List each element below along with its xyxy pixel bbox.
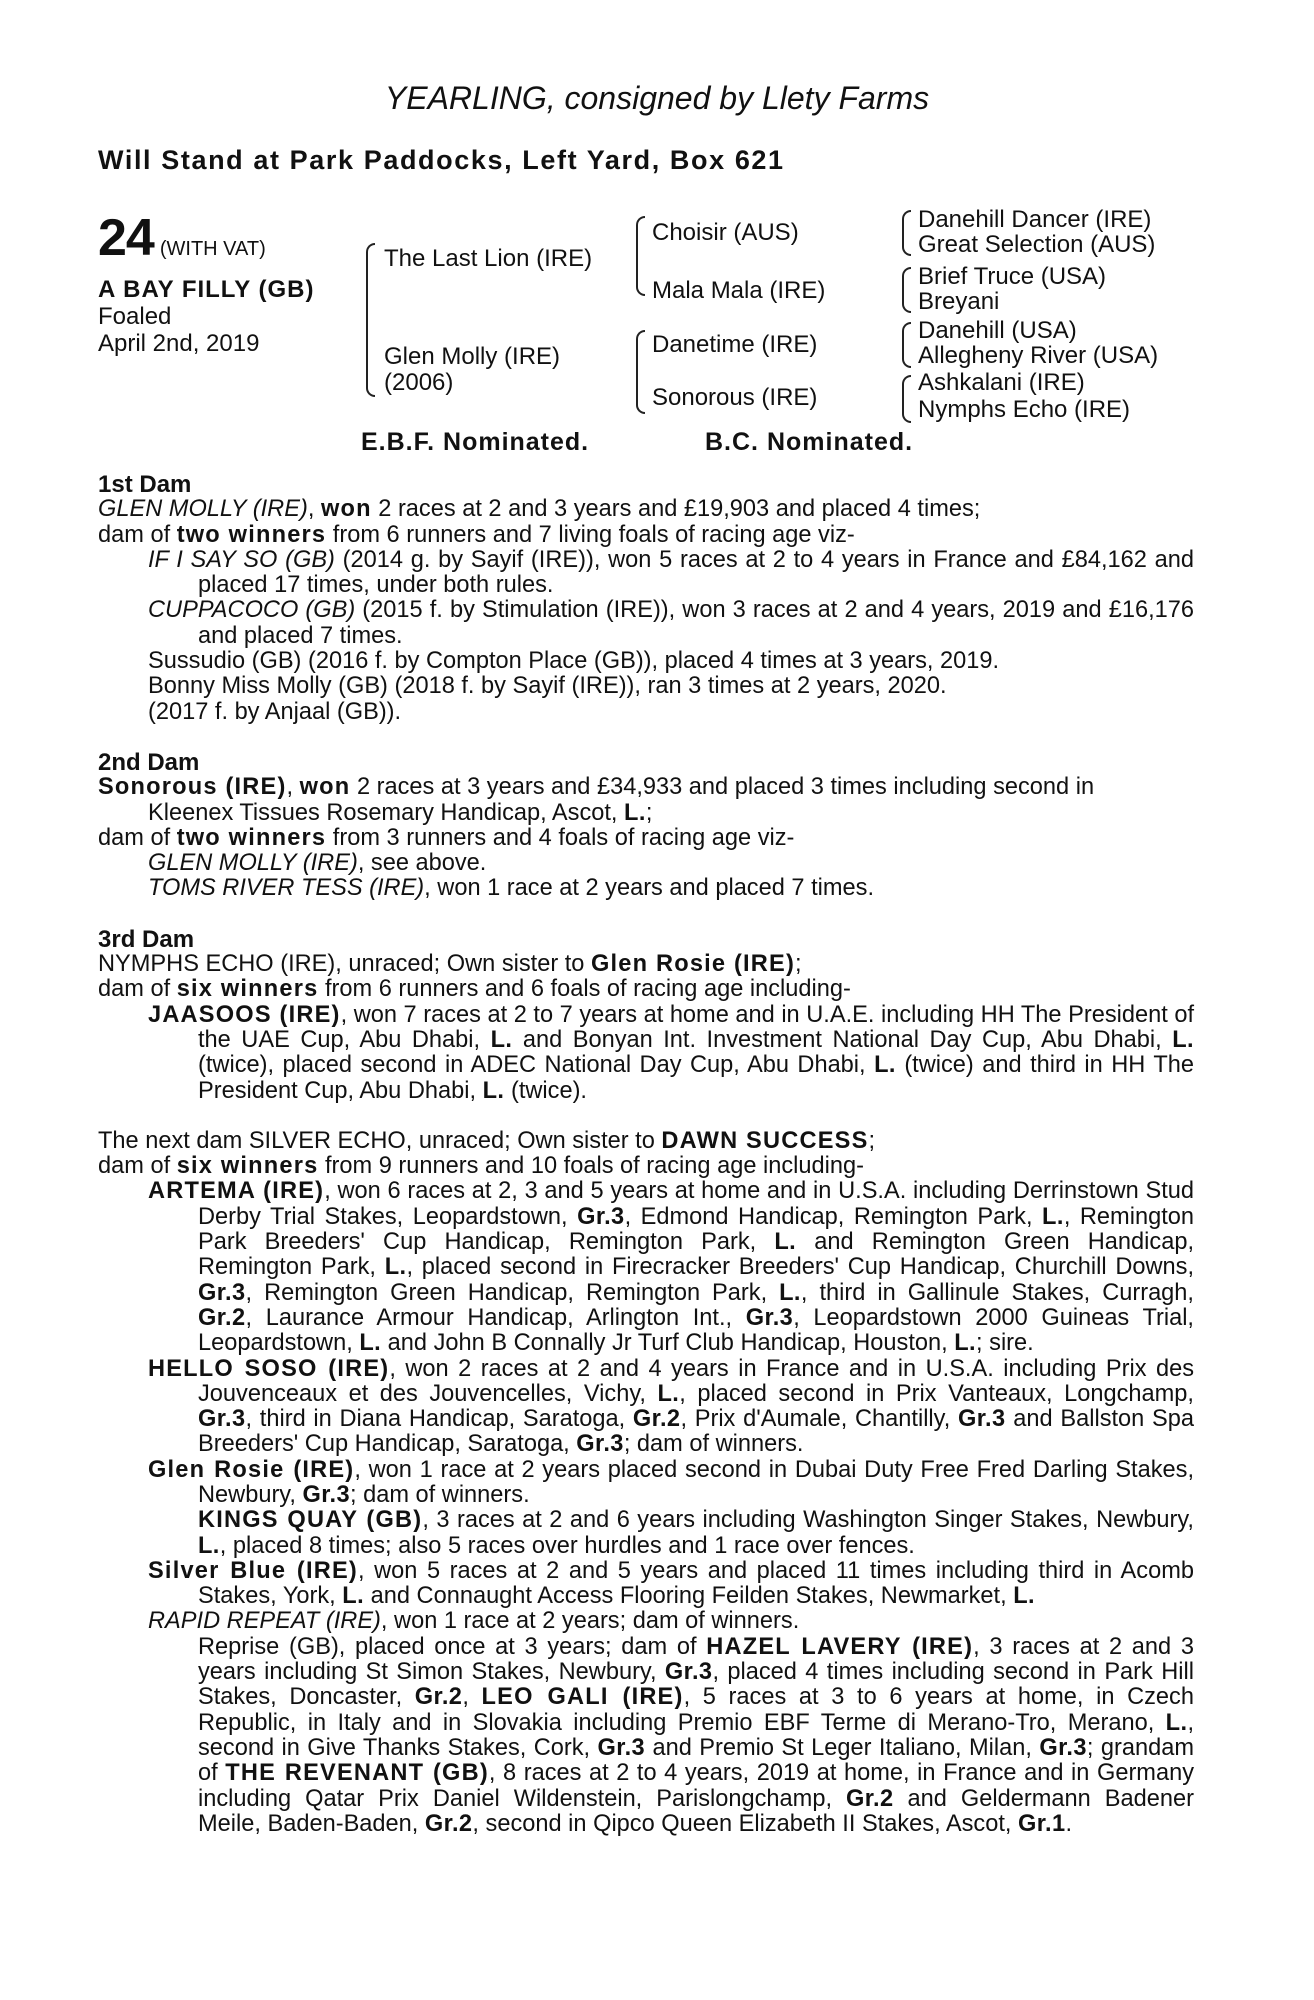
pedigree-g3: Brief Truce (USA) xyxy=(918,263,1107,290)
second-dam-heading: 2nd Dam xyxy=(98,748,200,776)
produce-entry: CUPPACOCO (GB) (2015 f. by Stimulation (IRE)), won 3 races at 2 and 4 years, 2019 and £16,176 and placed 7 times. xyxy=(148,597,1194,649)
dam-records xyxy=(98,472,1194,1837)
first-dam-line: GLEN MOLLY (IRE), won 2 races at 2 and 3 years and £19,903 and placed 4 times; xyxy=(98,496,981,523)
pedigree-dam-year: (2006) xyxy=(384,369,454,396)
pedigree-dam-sire: Danetime (IRE) xyxy=(652,331,818,358)
pedigree-dam: Glen Molly (IRE) xyxy=(384,343,561,370)
produce-entry: Sussudio (GB) (2016 f. by Compton Place (GB)), placed 4 times at 3 years, 2019. xyxy=(148,648,1000,675)
pedigree-sire: The Last Lion (IRE) xyxy=(384,245,593,272)
lot-number-block xyxy=(98,208,266,268)
produce-entry: Glen Rosie (IRE), won 1 race at 2 years placed second in Dubai Duty Free Fred Darling Stakes, Newbury, Gr.3; dam of winners. xyxy=(148,1456,1195,1508)
produce-entry: ARTEMA (IRE), won 6 races at 2, 3 and 5 years at home and in U.S.A. including Derrinstown Stud Derby Trial Stakes, Leopardstown, Gr.3, Edmond Handicap, Remington Park, L., Remington Park Breeders' Cup Handicap, Remington Park, L. and Remington Green Handicap, Remington Park, L., placed second in Firecracker Breeders' Cup Handicap, Churchill Downs, Gr.3, Remington Green Handicap, Remington Park, L., third in Gallinule Stakes, Curragh, Gr.2, Laurance Armour Handicap, Arlington Int., Gr.3, Leopardstown 2000 Guineas Trial, Leopardstown, L. and John B Connally Jr Turf Club Handicap, Houston, L.; sire. xyxy=(148,1178,1195,1357)
pedigree-brace xyxy=(636,330,645,414)
third-dam-produce-summary: dam of six winners from 6 runners and 6 foals of racing age including- xyxy=(98,976,851,1003)
foaled-label: Foaled xyxy=(98,303,172,330)
produce-entry: TOMS RIVER TESS (IRE), won 1 race at 2 years and placed 7 times. xyxy=(148,875,875,902)
produce-entry: GLEN MOLLY (IRE), see above. xyxy=(148,850,487,877)
pedigree-g2: Great Selection (AUS) xyxy=(918,231,1156,258)
second-dam-produce-summary: dam of two winners from 3 runners and 4 foals of racing age viz- xyxy=(98,824,795,851)
pedigree-sire-sire: Choisir (AUS) xyxy=(652,219,799,246)
pedigree-g6: Allegheny River (USA) xyxy=(918,342,1159,369)
produce-entry: Bonny Miss Molly (GB) (2018 f. by Sayif (IRE)), ran 3 times at 2 years, 2020. xyxy=(148,673,947,700)
produce-entry: (2017 f. by Anjaal (GB)). xyxy=(148,698,402,725)
fourth-dam-line: The next dam SILVER ECHO, unraced; Own sister to DAWN SUCCESS; xyxy=(98,1127,876,1154)
bc-nominated: B.C. Nominated. xyxy=(705,428,914,456)
foaled-date: April 2nd, 2019 xyxy=(98,330,260,357)
produce-entry: RAPID REPEAT (IRE), won 1 race at 2 years; dam of winners. xyxy=(148,1608,800,1635)
pedigree-g7: Ashkalani (IRE) xyxy=(918,369,1085,396)
pedigree-g5: Danehill (USA) xyxy=(918,317,1077,344)
produce-entry: JAASOOS (IRE), won 7 races at 2 to 7 years at home and in U.A.E. including HH The President of the UAE Cup, Abu Dhabi, L. and Bonyan Int. Investment National Day Cup, Abu Dhabi, L. (twice), placed second in ADEC National Day Cup, Abu Dhabi, L. (twice) and third in HH The President Cup, Abu Dhabi, L. (twice). xyxy=(148,1001,1195,1104)
stand-location: Will Stand at Park Paddocks, Left Yard, Box 621 xyxy=(98,145,785,175)
pedigree-brace xyxy=(902,210,911,256)
pedigree-dam-dam: Sonorous (IRE) xyxy=(652,384,818,411)
fourth-dam-produce-summary: dam of six winners from 9 runners and 10 foals of racing age including- xyxy=(98,1153,865,1180)
second-dam-line-cont: Kleenex Tissues Rosemary Handicap, Ascot, L.; xyxy=(148,799,653,826)
produce-entry: IF I SAY SO (GB) (2014 g. by Sayif (IRE)), won 5 races at 2 to 4 years in France and £84,162 and placed 17 times, under both rules. xyxy=(148,546,1194,599)
vat-note: (WITH VAT) xyxy=(159,238,266,260)
pedigree-g8: Nymphs Echo (IRE) xyxy=(918,396,1131,423)
first-dam-produce-summary: dam of two winners from 6 runners and 7 living foals of racing age viz- xyxy=(98,521,855,548)
pedigree-brace xyxy=(902,322,911,368)
produce-entry-grandchild: KINGS QUAY (GB), 3 races at 2 and 6 years including Washington Singer Stakes, Newbury, L., placed 8 times; also 5 races over hurdles and 1 race over fences. xyxy=(198,1507,1194,1559)
pedigree-brace xyxy=(902,267,911,313)
third-dam-heading: 3rd Dam xyxy=(98,925,195,953)
horse-info xyxy=(98,276,314,357)
pedigree-brace xyxy=(366,243,375,397)
pedigree-brace xyxy=(636,216,645,296)
pedigree-brace xyxy=(902,375,911,423)
horse-name: A BAY FILLY (GB) xyxy=(98,276,315,303)
pedigree-sire-dam: Mala Mala (IRE) xyxy=(652,277,826,304)
pedigree-g4: Breyani xyxy=(918,288,1000,315)
produce-entry: Silver Blue (IRE), won 5 races at 2 and 5 years and placed 11 times including third in Acomb Stakes, York, L. and Connaught Access Flooring Feilden Stakes, Newmarket, L. xyxy=(148,1557,1194,1610)
first-dam-heading: 1st Dam xyxy=(98,471,192,498)
produce-entry: HELLO SOSO (IRE), won 2 races at 2 and 4 years in France and in U.S.A. including Prix des Jouvenceaux et des Jouvencelles, Vichy, L., placed second in Prix Vanteaux, Longchamp, Gr.3, third in Diana Handicap, Saratoga, Gr.2, Prix d'Aumale, Chantilly, Gr.3 and Ballston Spa Breeders' Cup Handicap, Saratoga, Gr.3; dam of winners. xyxy=(148,1355,1195,1458)
second-dam-line: Sonorous (IRE), won 2 races at 3 years and £34,933 and placed 3 times including second in xyxy=(98,774,1095,801)
ebf-nominated: E.B.F. Nominated. xyxy=(361,428,590,456)
page-header: YEARLING, consigned by Llety Farms xyxy=(384,80,930,116)
lot-number: 24 xyxy=(98,209,154,267)
pedigree-g1: Danehill Dancer (IRE) xyxy=(918,206,1152,233)
third-dam-line: NYMPHS ECHO (IRE), unraced; Own sister to Glen Rosie (IRE); xyxy=(98,951,802,978)
produce-entry-grandchild: Reprise (GB), placed once at 3 years; dam of HAZEL LAVERY (IRE), 3 races at 2 and 3 years including St Simon Stakes, Newbury, Gr.3, placed 4 times including second in Park Hill Stakes, Doncaster, Gr.2, LEO GALI (IRE), 5 races at 3 to 6 years at home, in Czech Republic, in Italy and in Slovakia including Premio EBF Terme di Merano-Tro, Merano, L., second in Give Thanks Stakes, Cork, Gr.3 and Premio St Leger Italiano, Milan, Gr.3; grandam of THE REVENANT (GB), 8 races at 2 to 4 years, 2019 at home, in France and in Germany including Qatar Prix Daniel Wildenstein, Parislongchamp, Gr.2 and Geldermann Badener Meile, Baden-Baden, Gr.2, second in Qipco Queen Elizabeth II Stakes, Ascot, Gr.1. xyxy=(198,1633,1194,1837)
